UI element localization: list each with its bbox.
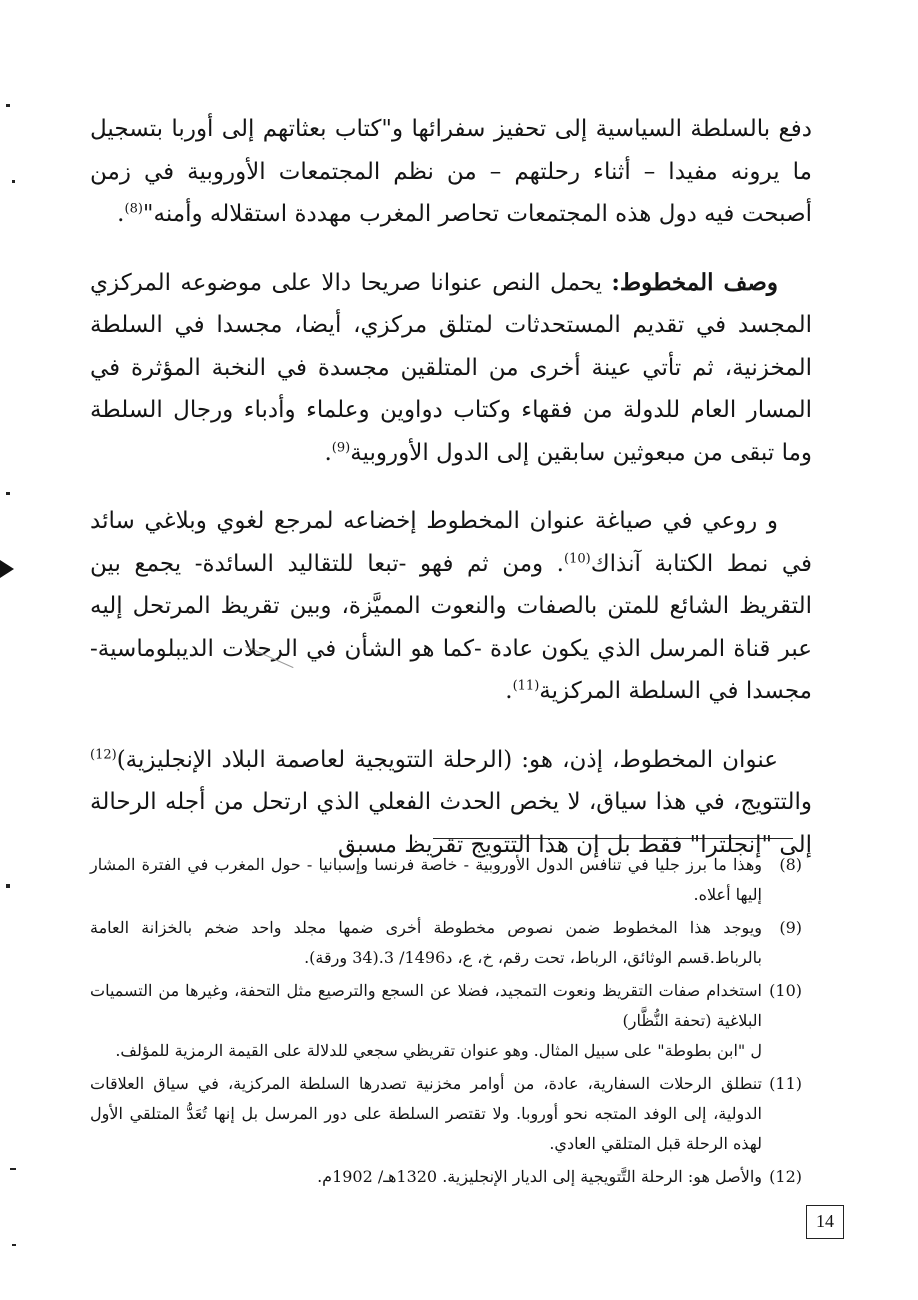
page-number: 14 <box>806 1205 844 1239</box>
arrow-mark-icon <box>0 560 14 578</box>
footnote-text: استخدام صفات التقريظ ونعوت التمجيد، فضلا عن السجع والترصيع مثل التحفة، وغيرها من التسميات البلاغية (تحفة النُّظَّار) <box>90 981 762 1030</box>
footnotes <box>90 850 802 1195</box>
footnote-11 <box>90 1069 802 1159</box>
footnote-ref-11: (11) <box>512 678 540 694</box>
footnote-ref-12: (12) <box>90 746 117 762</box>
footnote-separator <box>433 838 793 839</box>
footnote-text: تنطلق الرحلات السفارية، عادة، من أوامر مخزنية تصدرها السلطة المركزية، في سياق العلاقات الدولية، إلى الوفد المتجه نحو أوروبا. ولا تقتصر السلطة على دور المرسل بل إنها تُعَدُّ المتلقي الأول لهذه الرحلة قبل المتلقي العادي. <box>90 1074 762 1153</box>
footnote-text: وهذا ما برز جليا في تنافس الدول الأوروبية - خاصة فرنسا وإسبانيا - حول المغرب في الفترة المشار إليها أعلاه. <box>90 855 762 904</box>
footnote-10 <box>90 976 802 1066</box>
footnote-9 <box>90 913 802 973</box>
footnote-number: (8) <box>779 855 802 874</box>
scan-mark <box>6 492 10 495</box>
footnote-number: (9) <box>779 918 802 937</box>
footnote-ref-10: (10) <box>564 550 591 566</box>
paragraph-4: عنوان المخطوط، إذن، هو: (الرحلة التتويجية لعاصمة البلاد الإنجليزية)$^{(12)}$ والتتويج، في هذا سياق، لا يخص الحدث الفعلي الذي ارتحل من أجله الرحالة إلى "إنجلترا" فقط بل إن هذا التتويج تقريظ مسبق <box>90 746 812 858</box>
scan-mark <box>10 1168 16 1170</box>
footnote-12 <box>90 1162 802 1192</box>
main-text <box>90 108 812 892</box>
section-heading: وصف المخطوط: <box>611 268 779 296</box>
footnote-ref-9: (9) <box>331 439 351 455</box>
footnote-number: (12) <box>769 1167 802 1186</box>
footnote-text: ويوجد هذا المخطوط ضمن نصوص مخطوطة أخرى ضمها مجلد واحد ضخم بالخزانة العامة بالرباط.قسم الوثائق، الرباط، تحت رقم، خ، ع، د1496/ 3.(34 ورقة). <box>90 918 762 967</box>
footnote-text: والأصل هو: الرحلة التَّتويجية إلى الديار الإنجليزية. 1320هـ/ 1902م. <box>317 1167 762 1186</box>
paragraph-2: وصف المخطوط: يحمل النص عنوانا صريحا دالا على موضوعه المركزي المجسد في تقديم المستحدثات لمتلق مركزي، أيضا، مجسدا في السلطة المخزنية، ثم تأتي عينة أخرى من المتلقين مجسدة في النخبة المؤثرة في المسار العام للدولة من فقهاء وكتاب دواوين وعلماء وأدباء ورجال السلطة وما تبقى من مبعوثين سابقين إلى الدول الأوروبية$^{(9)}$. <box>90 268 812 466</box>
scan-mark <box>6 884 10 888</box>
paragraph-1: دفع بالسلطة السياسية إلى تحفيز سفرائها و"كتاب بعثاتهم إلى أوربا بتسجيل ما يرونه مفيدا – أثناء رحلتهم – من نظم المجتمعات الأوروبية في زمن أصبحت فيه دول هذه المجتمعات تحاصر المغرب مهددة استقلاله وأمنه"$^{(8)}$. <box>90 116 812 227</box>
footnote-number: (11) <box>769 1074 802 1093</box>
scan-mark <box>12 180 15 183</box>
scan-mark <box>6 104 10 107</box>
footnote-8 <box>90 850 802 910</box>
footnote-number: (10) <box>769 981 802 1000</box>
paragraph-3: و روعي في صياغة عنوان المخطوط إخضاعه لمرجع لغوي وبلاغي سائد في نمط الكتابة آنذاك$^{(10)}$. ومن ثم فهو -تبعا للتقاليد السائدة- يجمع بين التقريظ الشائع للمتن بالصفات والنعوت المميَّزة، وبين تقريظ المرتحل إليه عبر قناة المرسل الذي يكون عادة -كما هو الشأن في الرحلات الديبلوماسية- مجسدا في السلطة المركزية$^{(11)}$. <box>90 508 812 704</box>
footnote-ref-8: (8) <box>124 201 143 217</box>
scan-mark <box>12 1244 16 1246</box>
footnote-text-continued: ل "ابن بطوطة" على سبيل المثال. وهو عنوان تقريظي سجعي للدلالة على القيمة الرمزية للمؤلف. <box>115 1041 762 1060</box>
